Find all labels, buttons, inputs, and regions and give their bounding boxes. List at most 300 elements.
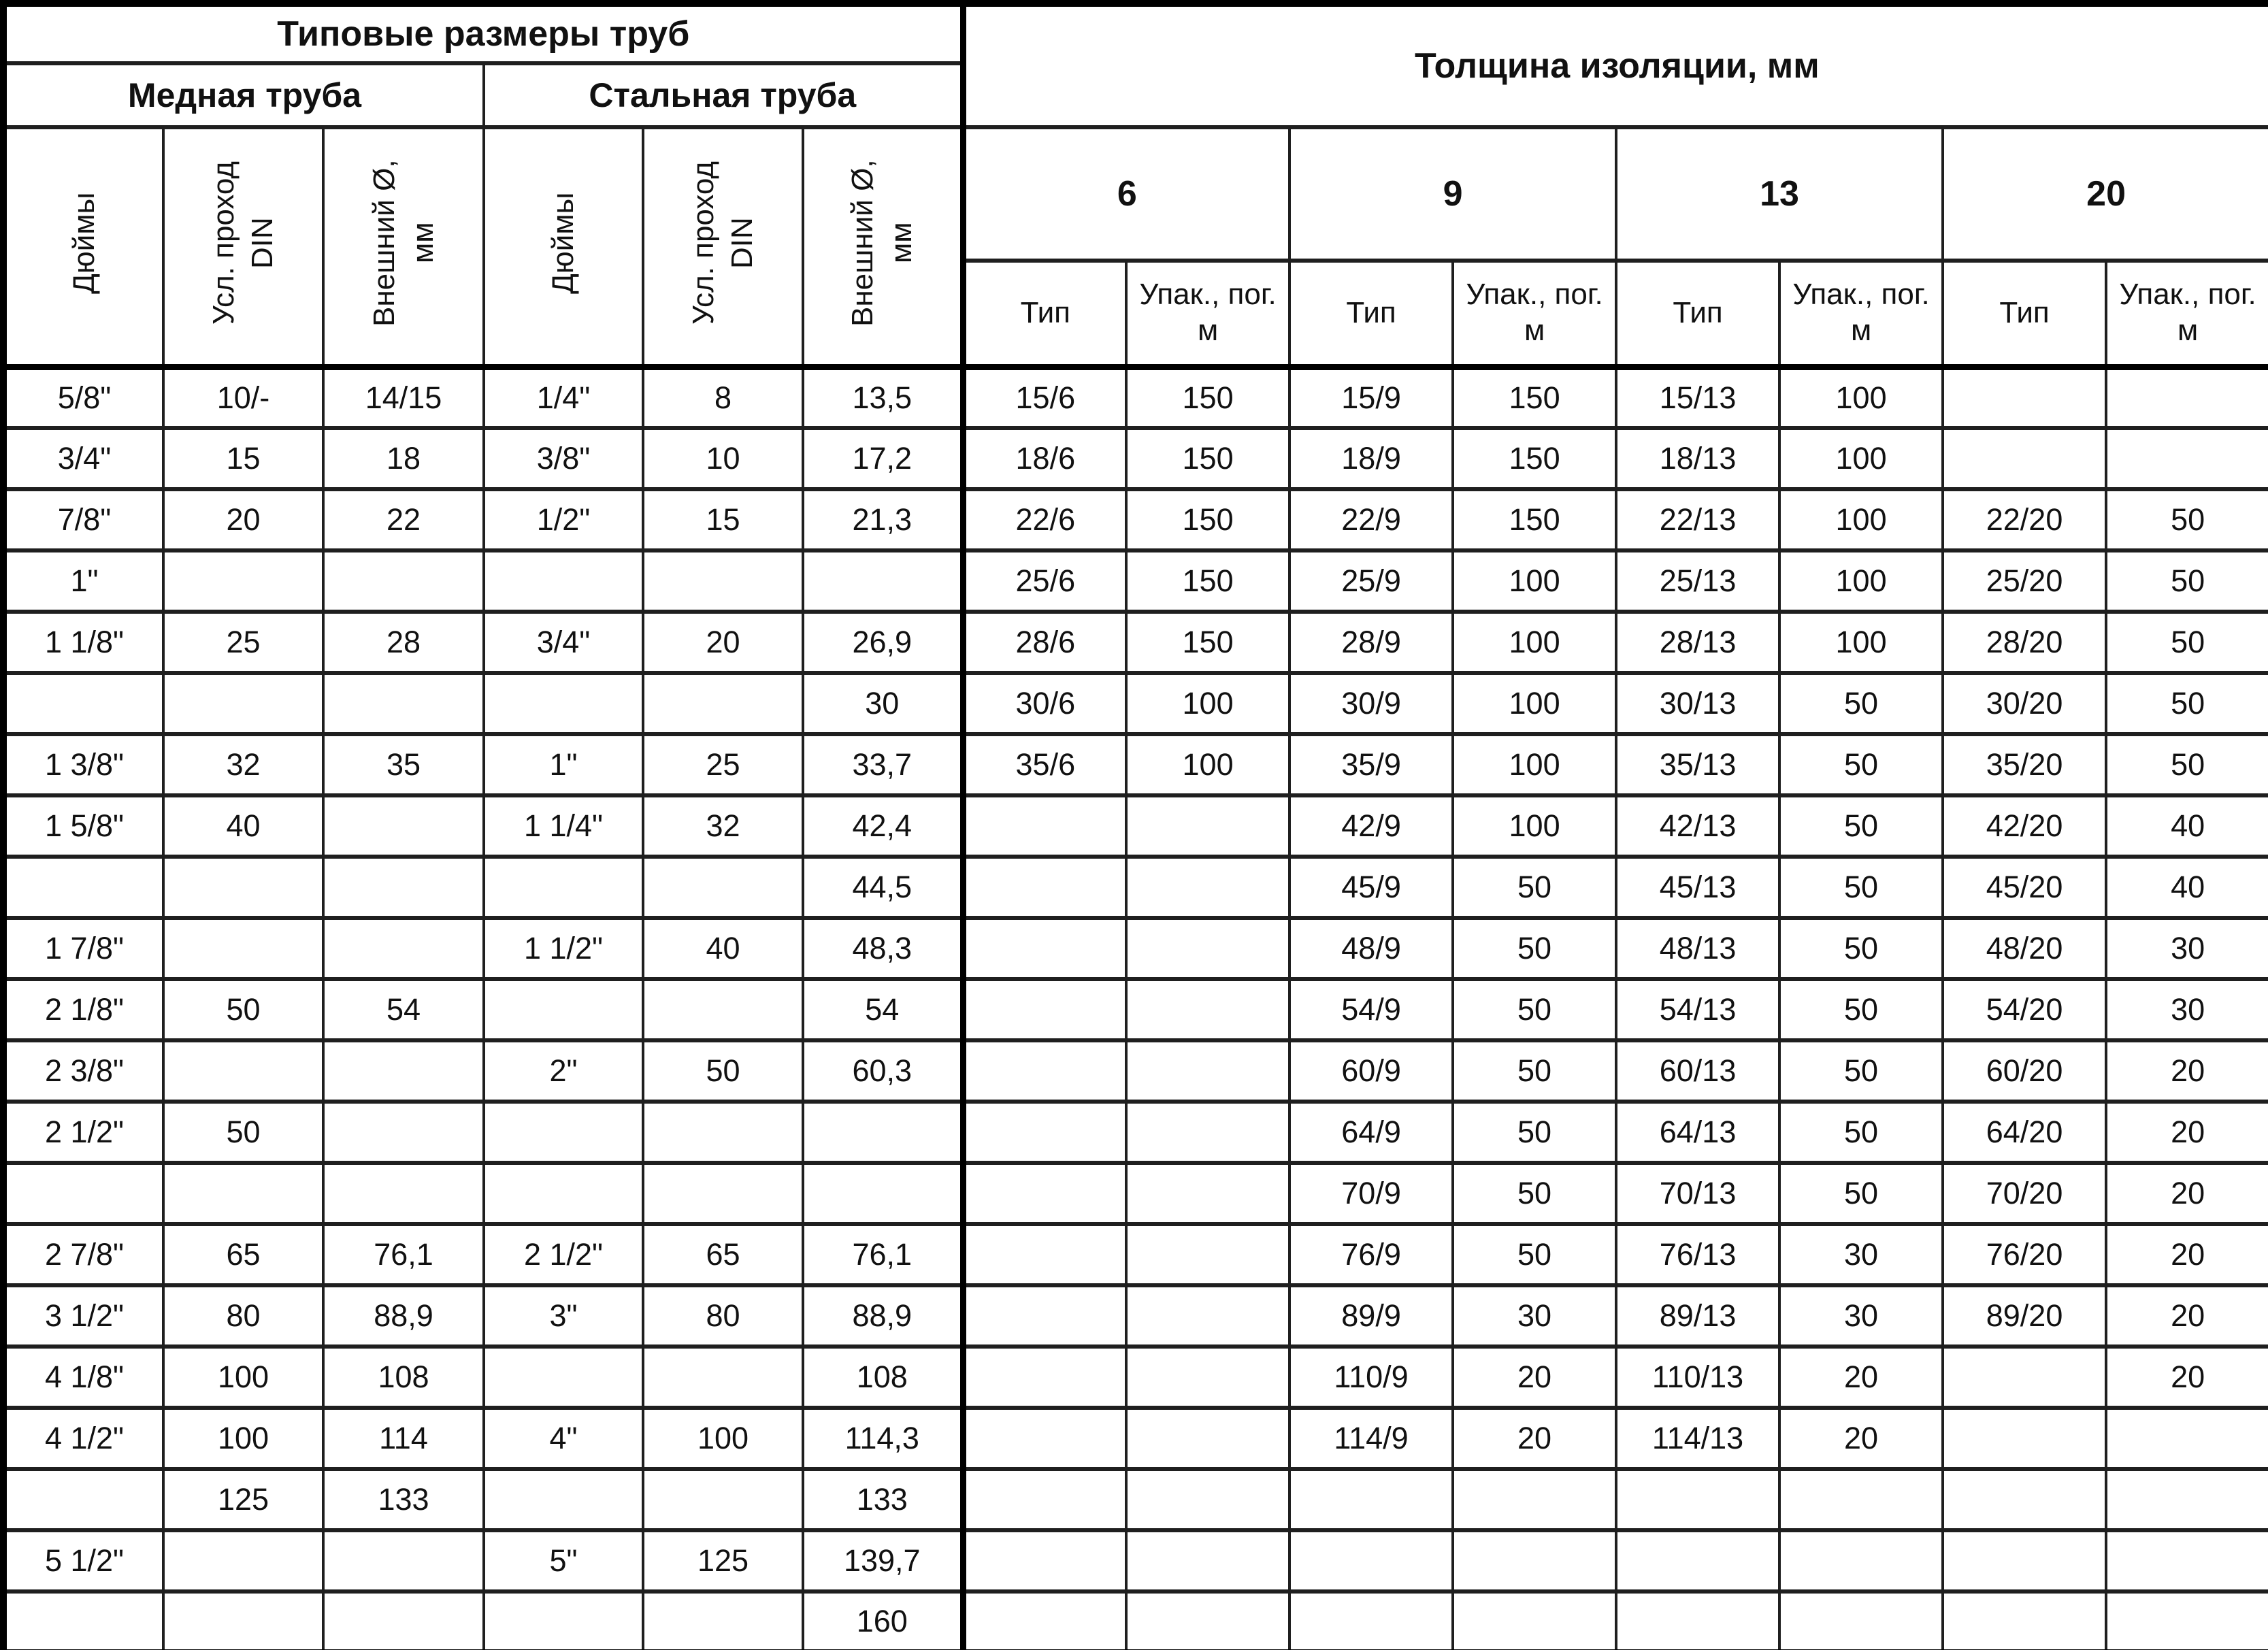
table-cell: 2 7/8" (3, 1224, 163, 1285)
table-cell (2106, 1591, 2268, 1650)
table-cell (1126, 1224, 1289, 1285)
table-cell: 20 (2106, 1163, 2268, 1224)
table-row (3, 489, 2268, 550)
table-cell: 1/4" (484, 367, 643, 428)
table-cell: 60/13 (1616, 1040, 1779, 1102)
table-cell: 20 (643, 612, 803, 673)
table-cell: 50 (2106, 734, 2268, 795)
table-cell: 28/20 (1943, 612, 2106, 673)
table-cell (963, 1591, 1126, 1650)
table-cell: 125 (163, 1469, 323, 1530)
table-cell: 25/9 (1289, 550, 1453, 612)
thickness-9-header: 9 (1289, 127, 1616, 261)
table-cell: 4 1/8" (3, 1347, 163, 1408)
table-cell: 5" (484, 1530, 643, 1591)
table-cell (323, 1040, 484, 1102)
table-cell (963, 795, 1126, 857)
table-cell (323, 1163, 484, 1224)
steel-pipe-header: Стальная труба (484, 63, 963, 127)
table-cell (1126, 979, 1289, 1040)
table-cell (1289, 1530, 1453, 1591)
type-column-header: Тип (963, 261, 1126, 367)
table-cell (803, 550, 963, 612)
table-cell: 15 (163, 428, 323, 489)
table-cell (2106, 1469, 2268, 1530)
table-cell: 64/13 (1616, 1102, 1779, 1163)
table-cell: 33,7 (803, 734, 963, 795)
table-cell: 114/13 (1616, 1408, 1779, 1469)
table-cell: 20 (2106, 1347, 2268, 1408)
pack-column-header: Упак., пог. м (1779, 261, 1943, 367)
table-cell: 42/9 (1289, 795, 1453, 857)
table-cell: 100 (1453, 673, 1616, 734)
table-cell: 160 (803, 1591, 963, 1650)
table-cell: 50 (163, 979, 323, 1040)
table-cell: 5/8" (3, 367, 163, 428)
table-row (3, 673, 2268, 734)
table-cell (163, 1040, 323, 1102)
table-cell (1779, 1530, 1943, 1591)
type-column-header: Тип (1943, 261, 2106, 367)
table-cell (643, 1102, 803, 1163)
table-cell: 1" (484, 734, 643, 795)
col-header-inches-copper (3, 127, 163, 367)
table-cell: 54 (803, 979, 963, 1040)
table-cell (1616, 1469, 1779, 1530)
table-cell (1453, 1469, 1616, 1530)
table-row (3, 734, 2268, 795)
table-cell: 20 (2106, 1102, 2268, 1163)
table-cell: 150 (1126, 489, 1289, 550)
table-cell: 100 (1779, 489, 1943, 550)
table-cell (963, 857, 1126, 918)
table-cell: 35 (323, 734, 484, 795)
table-cell: 30/13 (1616, 673, 1779, 734)
table-cell: 50 (1453, 1102, 1616, 1163)
table-cell: 5 1/2" (3, 1530, 163, 1591)
table-cell: 20 (1453, 1408, 1616, 1469)
table-cell: 50 (2106, 489, 2268, 550)
table-cell: 25 (163, 612, 323, 673)
table-cell: 28/6 (963, 612, 1126, 673)
table-cell: 22/20 (1943, 489, 2106, 550)
table-cell (1943, 1469, 2106, 1530)
table-cell (163, 550, 323, 612)
thickness-20-header: 20 (1943, 127, 2268, 261)
table-cell: 10/- (163, 367, 323, 428)
table-cell (1779, 1469, 1943, 1530)
table-cell: 150 (1453, 428, 1616, 489)
pack-column-header: Упак., пог. м (1126, 261, 1289, 367)
table-cell: 48/13 (1616, 918, 1779, 979)
table-cell: 50 (1779, 918, 1943, 979)
table-cell: 15/6 (963, 367, 1126, 428)
table-row (3, 1469, 2268, 1530)
table-cell (1126, 1347, 1289, 1408)
thickness-13-header: 13 (1616, 127, 1943, 261)
table-row (3, 1408, 2268, 1469)
table-cell (963, 1408, 1126, 1469)
table-cell: 22 (323, 489, 484, 550)
table-cell: 17,2 (803, 428, 963, 489)
table-row (3, 1285, 2268, 1347)
table-cell (1126, 1163, 1289, 1224)
table-cell: 25 (643, 734, 803, 795)
table-cell: 100 (1779, 428, 1943, 489)
table-cell (3, 1591, 163, 1650)
table-cell (484, 673, 643, 734)
table-cell (323, 1591, 484, 1650)
table-cell: 44,5 (803, 857, 963, 918)
table-cell (643, 550, 803, 612)
table-cell: 3/4" (484, 612, 643, 673)
table-cell: 50 (1453, 1163, 1616, 1224)
table-cell: 100 (163, 1408, 323, 1469)
table-row (3, 367, 2268, 428)
type-column-header: Тип (1616, 261, 1779, 367)
table-cell (484, 1347, 643, 1408)
table-row (3, 1040, 2268, 1102)
table-cell: 10 (643, 428, 803, 489)
table-cell: 3/4" (3, 428, 163, 489)
table-cell (484, 857, 643, 918)
table-cell: 65 (643, 1224, 803, 1285)
table-cell (963, 1347, 1126, 1408)
table-cell: 100 (1453, 734, 1616, 795)
table-row (3, 979, 2268, 1040)
table-cell: 22/13 (1616, 489, 1779, 550)
table-cell (963, 979, 1126, 1040)
table-cell: 88,9 (803, 1285, 963, 1347)
table-cell (1779, 1591, 1943, 1650)
table-cell (163, 673, 323, 734)
table-cell: 50 (1779, 1040, 1943, 1102)
pack-column-header: Упак., пог. м (1453, 261, 1616, 367)
table-cell (1616, 1591, 1779, 1650)
table-cell: 25/20 (1943, 550, 2106, 612)
table-cell: 133 (323, 1469, 484, 1530)
table-cell (484, 550, 643, 612)
table-cell: 54/13 (1616, 979, 1779, 1040)
table-row (3, 1102, 2268, 1163)
table-cell (643, 1347, 803, 1408)
table-cell: 50 (1779, 673, 1943, 734)
table-cell: 114 (323, 1408, 484, 1469)
table-cell (323, 550, 484, 612)
table-cell (1126, 918, 1289, 979)
table-cell: 30 (2106, 918, 2268, 979)
table-cell: 1/2" (484, 489, 643, 550)
table-cell (643, 673, 803, 734)
table-cell (484, 1469, 643, 1530)
table-cell: 60/20 (1943, 1040, 2106, 1102)
table-cell: 50 (1779, 795, 1943, 857)
table-cell (2106, 428, 2268, 489)
table-cell: 20 (2106, 1285, 2268, 1347)
table-cell: 76,1 (803, 1224, 963, 1285)
table-cell: 64/20 (1943, 1102, 2106, 1163)
table-cell: 1 7/8" (3, 918, 163, 979)
table-cell (963, 1163, 1126, 1224)
table-cell: 35/6 (963, 734, 1126, 795)
table-cell (1943, 1347, 2106, 1408)
table-row (3, 795, 2268, 857)
table-cell: 45/20 (1943, 857, 2106, 918)
table-row (3, 918, 2268, 979)
table-cell: 150 (1126, 428, 1289, 489)
table-cell (323, 1530, 484, 1591)
table-cell: 30 (803, 673, 963, 734)
table-cell (643, 1591, 803, 1650)
table-cell: 30 (1779, 1224, 1943, 1285)
table-cell: 50 (1779, 1163, 1943, 1224)
table-cell: 1 1/2" (484, 918, 643, 979)
table-cell: 50 (1779, 734, 1943, 795)
table-row (3, 857, 2268, 918)
table-cell: 150 (1126, 367, 1289, 428)
table-cell (963, 1040, 1126, 1102)
table-row (3, 550, 2268, 612)
table-cell: 35/20 (1943, 734, 2106, 795)
table-cell: 76/20 (1943, 1224, 2106, 1285)
table-cell: 108 (803, 1347, 963, 1408)
insulation-title: Толщина изоляции, мм (963, 3, 2268, 127)
table-cell: 110/9 (1289, 1347, 1453, 1408)
table-cell (484, 1102, 643, 1163)
table-cell (3, 1163, 163, 1224)
table-cell (3, 673, 163, 734)
table-cell (163, 1591, 323, 1650)
table-cell: 110/13 (1616, 1347, 1779, 1408)
table-cell: 89/13 (1616, 1285, 1779, 1347)
table-cell: 42,4 (803, 795, 963, 857)
table-cell: 32 (163, 734, 323, 795)
table-cell (643, 979, 803, 1040)
din-label: Усл. проход DIN (687, 161, 759, 325)
table-cell: 2 1/2" (484, 1224, 643, 1285)
table-cell: 89/20 (1943, 1285, 2106, 1347)
outer-diameter-label: Внешний Ø, мм (846, 159, 919, 327)
table-cell (484, 1163, 643, 1224)
table-cell (484, 1591, 643, 1650)
table-cell: 50 (2106, 550, 2268, 612)
table-cell (323, 918, 484, 979)
table-cell: 30 (1453, 1285, 1616, 1347)
table-cell: 7/8" (3, 489, 163, 550)
table-cell: 2" (484, 1040, 643, 1102)
table-cell: 35/13 (1616, 734, 1779, 795)
table-cell: 54/9 (1289, 979, 1453, 1040)
table-cell (963, 918, 1126, 979)
table-cell: 114/9 (1289, 1408, 1453, 1469)
table-cell: 100 (1126, 673, 1289, 734)
table-cell: 25/6 (963, 550, 1126, 612)
table-cell: 15/13 (1616, 367, 1779, 428)
table-cell: 4 1/2" (3, 1408, 163, 1469)
table-cell: 100 (643, 1408, 803, 1469)
table-cell: 50 (1453, 979, 1616, 1040)
table-cell: 70/20 (1943, 1163, 2106, 1224)
table-row (3, 1224, 2268, 1285)
table-cell (484, 979, 643, 1040)
table-cell: 100 (1453, 612, 1616, 673)
table-cell: 50 (2106, 673, 2268, 734)
table-cell: 18/6 (963, 428, 1126, 489)
table-cell: 60,3 (803, 1040, 963, 1102)
table-cell: 80 (643, 1285, 803, 1347)
table-cell (1126, 1469, 1289, 1530)
table-row (3, 428, 2268, 489)
table-cell (963, 1102, 1126, 1163)
inches-label: Дюймы (67, 192, 101, 294)
table-cell: 28 (323, 612, 484, 673)
table-cell: 20 (1453, 1347, 1616, 1408)
table-cell: 1 1/4" (484, 795, 643, 857)
table-cell: 100 (1779, 367, 1943, 428)
table-cell: 15 (643, 489, 803, 550)
table-cell: 150 (1126, 612, 1289, 673)
table-cell: 2 1/8" (3, 979, 163, 1040)
table-cell: 25/13 (1616, 550, 1779, 612)
table-cell: 139,7 (803, 1530, 963, 1591)
table-cell: 42/20 (1943, 795, 2106, 857)
table-cell: 30 (2106, 979, 2268, 1040)
table-cell: 50 (1453, 1040, 1616, 1102)
table-cell (803, 1102, 963, 1163)
table-cell: 64/9 (1289, 1102, 1453, 1163)
table-cell: 8 (643, 367, 803, 428)
table-cell: 42/13 (1616, 795, 1779, 857)
table-cell: 108 (323, 1347, 484, 1408)
table-cell (163, 1163, 323, 1224)
table-cell: 80 (163, 1285, 323, 1347)
table-cell (643, 1469, 803, 1530)
table-cell: 100 (163, 1347, 323, 1408)
table-cell (323, 857, 484, 918)
col-header-outer-copper (323, 127, 484, 367)
table-cell (1126, 795, 1289, 857)
table-cell: 45/13 (1616, 857, 1779, 918)
table-cell (1943, 1408, 2106, 1469)
table-cell (1126, 1530, 1289, 1591)
inches-label: Дюймы (546, 192, 580, 294)
table-cell (643, 1163, 803, 1224)
table-cell: 48,3 (803, 918, 963, 979)
table-row (3, 1530, 2268, 1591)
table-cell: 32 (643, 795, 803, 857)
table-cell: 20 (2106, 1224, 2268, 1285)
table-cell: 14/15 (323, 367, 484, 428)
table-cell (163, 857, 323, 918)
table-cell: 150 (1453, 489, 1616, 550)
col-header-inches-steel (484, 127, 643, 367)
table-cell (1943, 367, 2106, 428)
table-cell (163, 1530, 323, 1591)
table-cell: 18 (323, 428, 484, 489)
table-cell: 20 (2106, 1040, 2268, 1102)
table-cell: 50 (1779, 1102, 1943, 1163)
table-cell: 88,9 (323, 1285, 484, 1347)
table-cell (1126, 1285, 1289, 1347)
table-cell: 28/13 (1616, 612, 1779, 673)
table-cell: 45/9 (1289, 857, 1453, 918)
copper-pipe-header: Медная труба (3, 63, 484, 127)
table-cell: 100 (1779, 550, 1943, 612)
table-cell: 3" (484, 1285, 643, 1347)
table-cell (963, 1285, 1126, 1347)
table-cell: 50 (1779, 979, 1943, 1040)
table-cell (1289, 1469, 1453, 1530)
table-cell: 40 (2106, 857, 2268, 918)
table-cell: 76/9 (1289, 1224, 1453, 1285)
table-cell: 18/13 (1616, 428, 1779, 489)
table-cell: 65 (163, 1224, 323, 1285)
table-cell (1453, 1530, 1616, 1591)
table-row (3, 1163, 2268, 1224)
table-cell (163, 918, 323, 979)
col-header-outer-steel (803, 127, 963, 367)
table-cell: 18/9 (1289, 428, 1453, 489)
table-cell: 54/20 (1943, 979, 2106, 1040)
table-cell: 40 (163, 795, 323, 857)
table-cell: 50 (643, 1040, 803, 1102)
table-cell: 50 (1453, 1224, 1616, 1285)
table-cell (963, 1530, 1126, 1591)
table-cell: 100 (1453, 795, 1616, 857)
thickness-6-header: 6 (963, 127, 1289, 261)
din-label: Усл. проход DIN (207, 161, 280, 325)
table-cell: 70/13 (1616, 1163, 1779, 1224)
table-cell (1453, 1591, 1616, 1650)
table-cell (803, 1163, 963, 1224)
pack-column-header: Упак., пог. м (2106, 261, 2268, 367)
table-cell: 150 (1453, 367, 1616, 428)
table-cell: 30/20 (1943, 673, 2106, 734)
table-cell (323, 795, 484, 857)
col-header-din-copper (163, 127, 323, 367)
table-cell (1943, 428, 2106, 489)
table-cell: 20 (1779, 1347, 1943, 1408)
table-cell: 50 (1453, 918, 1616, 979)
table-cell: 76,1 (323, 1224, 484, 1285)
table-cell (2106, 1530, 2268, 1591)
table-cell: 1 5/8" (3, 795, 163, 857)
col-header-din-steel (643, 127, 803, 367)
table-cell: 54 (323, 979, 484, 1040)
table-header (3, 3, 2268, 367)
table-cell (643, 857, 803, 918)
type-column-header: Тип (1289, 261, 1453, 367)
table-cell: 20 (1779, 1408, 1943, 1469)
table-cell: 13,5 (803, 367, 963, 428)
table-cell: 22/9 (1289, 489, 1453, 550)
table-cell: 150 (1126, 550, 1289, 612)
table-cell (963, 1469, 1126, 1530)
table-cell (1126, 1591, 1289, 1650)
table-cell (1126, 1102, 1289, 1163)
table-cell: 21,3 (803, 489, 963, 550)
table-cell: 48/9 (1289, 918, 1453, 979)
table-cell (3, 1469, 163, 1530)
table-cell: 50 (1779, 857, 1943, 918)
table-cell: 30/6 (963, 673, 1126, 734)
table-cell: 1" (3, 550, 163, 612)
table-cell: 3 1/2" (3, 1285, 163, 1347)
table-cell: 26,9 (803, 612, 963, 673)
table-cell: 35/9 (1289, 734, 1453, 795)
table-cell: 2 1/2" (3, 1102, 163, 1163)
table-cell (3, 857, 163, 918)
